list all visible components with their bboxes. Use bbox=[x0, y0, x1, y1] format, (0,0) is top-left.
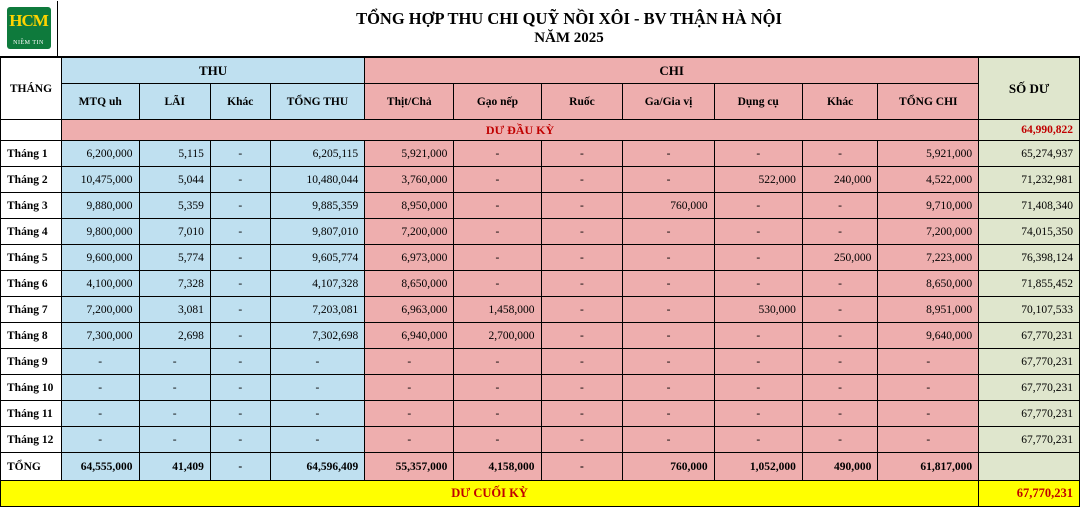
total-row-label: TỔNG bbox=[1, 453, 62, 481]
row-balance-cell: 65,274,937 bbox=[979, 141, 1080, 167]
table-cell: - bbox=[623, 323, 714, 349]
header-col-thit-cha: Thịt/Chả bbox=[365, 84, 454, 120]
table-row bbox=[1, 193, 1080, 219]
total-cell: 760,000 bbox=[623, 453, 714, 481]
table-cell: - bbox=[365, 427, 454, 453]
total-cell: 55,357,000 bbox=[365, 453, 454, 481]
table-cell: 7,300,000 bbox=[61, 323, 139, 349]
table-row bbox=[1, 167, 1080, 193]
table-cell: 6,973,000 bbox=[365, 245, 454, 271]
table-row bbox=[1, 349, 1080, 375]
table-cell: - bbox=[623, 271, 714, 297]
table-cell: 7,200,000 bbox=[878, 219, 979, 245]
table-cell: 5,115 bbox=[139, 141, 210, 167]
row-balance-cell: 67,770,231 bbox=[979, 349, 1080, 375]
header-col-tong-thu: TỔNG THU bbox=[270, 84, 365, 120]
total-cell: 1,052,000 bbox=[714, 453, 802, 481]
table-cell: 9,710,000 bbox=[878, 193, 979, 219]
table-cell: 7,200,000 bbox=[365, 219, 454, 245]
header-group-thu: THU bbox=[61, 58, 364, 84]
table-cell: 8,650,000 bbox=[878, 271, 979, 297]
table-cell: - bbox=[541, 193, 623, 219]
row-balance-cell: 71,232,981 bbox=[979, 167, 1080, 193]
opening-balance-value: 64,990,822 bbox=[979, 120, 1080, 141]
table-cell: 6,940,000 bbox=[365, 323, 454, 349]
title-sub: NĂM 2025 bbox=[534, 29, 604, 46]
table-cell: - bbox=[623, 297, 714, 323]
table-cell: - bbox=[61, 427, 139, 453]
table-cell: 9,807,010 bbox=[270, 219, 365, 245]
table-cell: - bbox=[541, 245, 623, 271]
table-cell: 10,480,044 bbox=[270, 167, 365, 193]
table-cell: - bbox=[454, 349, 541, 375]
table-cell: - bbox=[541, 219, 623, 245]
row-month-label: Tháng 5 bbox=[1, 245, 62, 271]
table-cell: - bbox=[454, 375, 541, 401]
table-cell: 7,302,698 bbox=[270, 323, 365, 349]
total-cell: 64,596,409 bbox=[270, 453, 365, 481]
table-cell: 7,010 bbox=[139, 219, 210, 245]
table-cell: - bbox=[541, 297, 623, 323]
row-month-label: Tháng 12 bbox=[1, 427, 62, 453]
table-cell: - bbox=[210, 245, 270, 271]
row-balance-cell: 67,770,231 bbox=[979, 375, 1080, 401]
table-cell: - bbox=[541, 427, 623, 453]
row-month-label: Tháng 11 bbox=[1, 401, 62, 427]
document-header bbox=[0, 0, 1080, 57]
table-cell: 9,605,774 bbox=[270, 245, 365, 271]
table-cell: - bbox=[210, 141, 270, 167]
header-col-khac-chi: Khác bbox=[802, 84, 878, 120]
table-cell: - bbox=[714, 427, 802, 453]
row-month-label: Tháng 8 bbox=[1, 323, 62, 349]
table-cell: - bbox=[270, 349, 365, 375]
table-cell: 9,880,000 bbox=[61, 193, 139, 219]
table-cell: 9,640,000 bbox=[878, 323, 979, 349]
table-row bbox=[1, 271, 1080, 297]
table-cell: 250,000 bbox=[802, 245, 878, 271]
table-cell: - bbox=[139, 375, 210, 401]
table-cell: - bbox=[623, 141, 714, 167]
total-cell: 41,409 bbox=[139, 453, 210, 481]
table-header-group-row bbox=[1, 58, 1080, 84]
row-balance-cell: 67,770,231 bbox=[979, 323, 1080, 349]
row-balance-cell: 70,107,533 bbox=[979, 297, 1080, 323]
table-cell: - bbox=[541, 401, 623, 427]
table-cell: - bbox=[541, 323, 623, 349]
opening-balance-row bbox=[1, 120, 1080, 141]
table-footer bbox=[1, 453, 1080, 507]
header-col-tong-chi: TỔNG CHI bbox=[878, 84, 979, 120]
table-row bbox=[1, 427, 1080, 453]
table-cell: 9,885,359 bbox=[270, 193, 365, 219]
table-cell: - bbox=[714, 401, 802, 427]
row-balance-cell: 67,770,231 bbox=[979, 427, 1080, 453]
table-cell: 6,205,115 bbox=[270, 141, 365, 167]
table-cell: 8,951,000 bbox=[878, 297, 979, 323]
table-cell: - bbox=[270, 401, 365, 427]
table-cell: - bbox=[61, 401, 139, 427]
table-cell: - bbox=[454, 141, 541, 167]
table-cell: 5,774 bbox=[139, 245, 210, 271]
row-month-label: Tháng 6 bbox=[1, 271, 62, 297]
table-cell: 6,200,000 bbox=[61, 141, 139, 167]
organization-logo-icon bbox=[7, 7, 51, 49]
table-cell: - bbox=[802, 323, 878, 349]
table-cell: - bbox=[454, 271, 541, 297]
header-col-khac-thu: Khác bbox=[210, 84, 270, 120]
opening-balance-spacer bbox=[1, 120, 62, 141]
logo-cell bbox=[0, 1, 58, 56]
table-cell: - bbox=[454, 167, 541, 193]
header-col-lai: LÃI bbox=[139, 84, 210, 120]
table-row bbox=[1, 219, 1080, 245]
table-cell: - bbox=[714, 323, 802, 349]
table-cell: - bbox=[623, 219, 714, 245]
total-row bbox=[1, 453, 1080, 481]
table-cell: 3,081 bbox=[139, 297, 210, 323]
total-cell: 64,555,000 bbox=[61, 453, 139, 481]
table-cell: 9,800,000 bbox=[61, 219, 139, 245]
total-cell: - bbox=[210, 453, 270, 481]
table-cell: - bbox=[210, 167, 270, 193]
row-month-label: Tháng 1 bbox=[1, 141, 62, 167]
table-header-col-row bbox=[1, 84, 1080, 120]
month-rows bbox=[1, 141, 1080, 453]
table-row bbox=[1, 141, 1080, 167]
table-cell: - bbox=[139, 427, 210, 453]
row-balance-cell: 74,015,350 bbox=[979, 219, 1080, 245]
table-cell: 5,044 bbox=[139, 167, 210, 193]
header-group-sodu: SỐ DƯ bbox=[979, 58, 1080, 120]
row-month-label: Tháng 10 bbox=[1, 375, 62, 401]
table-row bbox=[1, 401, 1080, 427]
table-cell: 3,760,000 bbox=[365, 167, 454, 193]
row-month-label: Tháng 7 bbox=[1, 297, 62, 323]
header-thang: THÁNG bbox=[1, 58, 62, 120]
table-cell: - bbox=[365, 375, 454, 401]
table-cell: - bbox=[802, 375, 878, 401]
page-title bbox=[58, 8, 1080, 48]
table-cell: - bbox=[714, 193, 802, 219]
total-cell: 490,000 bbox=[802, 453, 878, 481]
table-cell: - bbox=[623, 167, 714, 193]
table-cell: - bbox=[454, 219, 541, 245]
table-cell: - bbox=[139, 401, 210, 427]
table-cell: - bbox=[714, 141, 802, 167]
total-cell: 4,158,000 bbox=[454, 453, 541, 481]
table-cell: 5,359 bbox=[139, 193, 210, 219]
logo-mark-text: HCM bbox=[9, 11, 48, 30]
table-cell: - bbox=[714, 349, 802, 375]
table-cell: - bbox=[714, 271, 802, 297]
total-cell: 61,817,000 bbox=[878, 453, 979, 481]
table-cell: 7,200,000 bbox=[61, 297, 139, 323]
table-cell: - bbox=[210, 271, 270, 297]
table-cell: 760,000 bbox=[623, 193, 714, 219]
table-cell: - bbox=[270, 375, 365, 401]
table-cell: - bbox=[802, 219, 878, 245]
table-cell: 522,000 bbox=[714, 167, 802, 193]
table-cell: - bbox=[878, 401, 979, 427]
table-cell: - bbox=[541, 141, 623, 167]
table-cell: - bbox=[623, 245, 714, 271]
table-cell: - bbox=[541, 271, 623, 297]
header-col-dung-cu: Dụng cụ bbox=[714, 84, 802, 120]
table-cell: 240,000 bbox=[802, 167, 878, 193]
table-cell: 5,921,000 bbox=[365, 141, 454, 167]
table-row bbox=[1, 297, 1080, 323]
table-cell: 8,650,000 bbox=[365, 271, 454, 297]
table-cell: 7,203,081 bbox=[270, 297, 365, 323]
title-main: TỔNG HỢP THU CHI QUỸ NỒI XÔI - BV THẬN HÀ NỘI bbox=[356, 8, 782, 28]
table-cell: - bbox=[210, 219, 270, 245]
closing-balance-value: 67,770,231 bbox=[979, 481, 1080, 507]
table-cell: - bbox=[454, 245, 541, 271]
table-cell: - bbox=[623, 375, 714, 401]
table-cell: - bbox=[210, 401, 270, 427]
table-row bbox=[1, 375, 1080, 401]
table-cell: 8,950,000 bbox=[365, 193, 454, 219]
summary-table bbox=[0, 57, 1080, 507]
table-cell: - bbox=[802, 297, 878, 323]
table-cell: 530,000 bbox=[714, 297, 802, 323]
row-balance-cell: 71,855,452 bbox=[979, 271, 1080, 297]
table-cell: - bbox=[623, 349, 714, 375]
table-cell: - bbox=[714, 219, 802, 245]
total-balance-cell bbox=[979, 453, 1080, 481]
header-col-gao-nep: Gạo nếp bbox=[454, 84, 541, 120]
table-cell: 2,698 bbox=[139, 323, 210, 349]
table-cell: - bbox=[541, 349, 623, 375]
row-month-label: Tháng 9 bbox=[1, 349, 62, 375]
row-balance-cell: 76,398,124 bbox=[979, 245, 1080, 271]
table-cell: - bbox=[454, 427, 541, 453]
row-month-label: Tháng 3 bbox=[1, 193, 62, 219]
table-cell: - bbox=[802, 271, 878, 297]
table-cell: - bbox=[623, 427, 714, 453]
table-cell: - bbox=[878, 349, 979, 375]
table-cell: 10,475,000 bbox=[61, 167, 139, 193]
table-cell: 2,700,000 bbox=[454, 323, 541, 349]
table-cell: - bbox=[61, 349, 139, 375]
table-row bbox=[1, 323, 1080, 349]
row-balance-cell: 67,770,231 bbox=[979, 401, 1080, 427]
table-cell: 7,328 bbox=[139, 271, 210, 297]
table-cell: - bbox=[210, 349, 270, 375]
table-cell: - bbox=[210, 297, 270, 323]
table-cell: - bbox=[270, 427, 365, 453]
table-cell: - bbox=[878, 375, 979, 401]
table-cell: 4,107,328 bbox=[270, 271, 365, 297]
header-group-chi: CHI bbox=[365, 58, 979, 84]
closing-balance-label: DƯ CUỐI KỲ bbox=[1, 481, 979, 507]
row-month-label: Tháng 2 bbox=[1, 167, 62, 193]
row-month-label: Tháng 4 bbox=[1, 219, 62, 245]
table-cell: - bbox=[714, 375, 802, 401]
opening-balance-label: DƯ ĐẦU KỲ bbox=[61, 120, 978, 141]
table-cell: - bbox=[541, 375, 623, 401]
header-col-ga-gia-vi: Ga/Gia vị bbox=[623, 84, 714, 120]
table-cell: - bbox=[210, 375, 270, 401]
table-cell: 4,522,000 bbox=[878, 167, 979, 193]
table-cell: - bbox=[802, 193, 878, 219]
table-cell: 6,963,000 bbox=[365, 297, 454, 323]
header-col-ruoc: Ruốc bbox=[541, 84, 623, 120]
table-cell: 4,100,000 bbox=[61, 271, 139, 297]
table-cell: - bbox=[802, 141, 878, 167]
table-cell: - bbox=[541, 167, 623, 193]
table-cell: - bbox=[623, 401, 714, 427]
table-cell: - bbox=[61, 375, 139, 401]
row-balance-cell: 71,408,340 bbox=[979, 193, 1080, 219]
table-cell: 7,223,000 bbox=[878, 245, 979, 271]
table-cell: - bbox=[802, 401, 878, 427]
table-cell: - bbox=[802, 427, 878, 453]
table-cell: - bbox=[365, 401, 454, 427]
table-body bbox=[1, 120, 1080, 141]
table-cell: - bbox=[454, 401, 541, 427]
table-cell: - bbox=[139, 349, 210, 375]
table-cell: - bbox=[365, 349, 454, 375]
header-col-mtq: MTQ uh bbox=[61, 84, 139, 120]
logo-sub-text: NIỀM TIN bbox=[13, 40, 44, 46]
table-row bbox=[1, 245, 1080, 271]
table-cell: - bbox=[210, 323, 270, 349]
table-cell: - bbox=[210, 427, 270, 453]
table-cell: 5,921,000 bbox=[878, 141, 979, 167]
closing-balance-row bbox=[1, 481, 1080, 507]
table-cell: - bbox=[802, 349, 878, 375]
table-cell: - bbox=[454, 193, 541, 219]
total-cell: - bbox=[541, 453, 623, 481]
table-cell: 1,458,000 bbox=[454, 297, 541, 323]
table-cell: 9,600,000 bbox=[61, 245, 139, 271]
table-cell: - bbox=[878, 427, 979, 453]
table-cell: - bbox=[714, 245, 802, 271]
table-cell: - bbox=[210, 193, 270, 219]
